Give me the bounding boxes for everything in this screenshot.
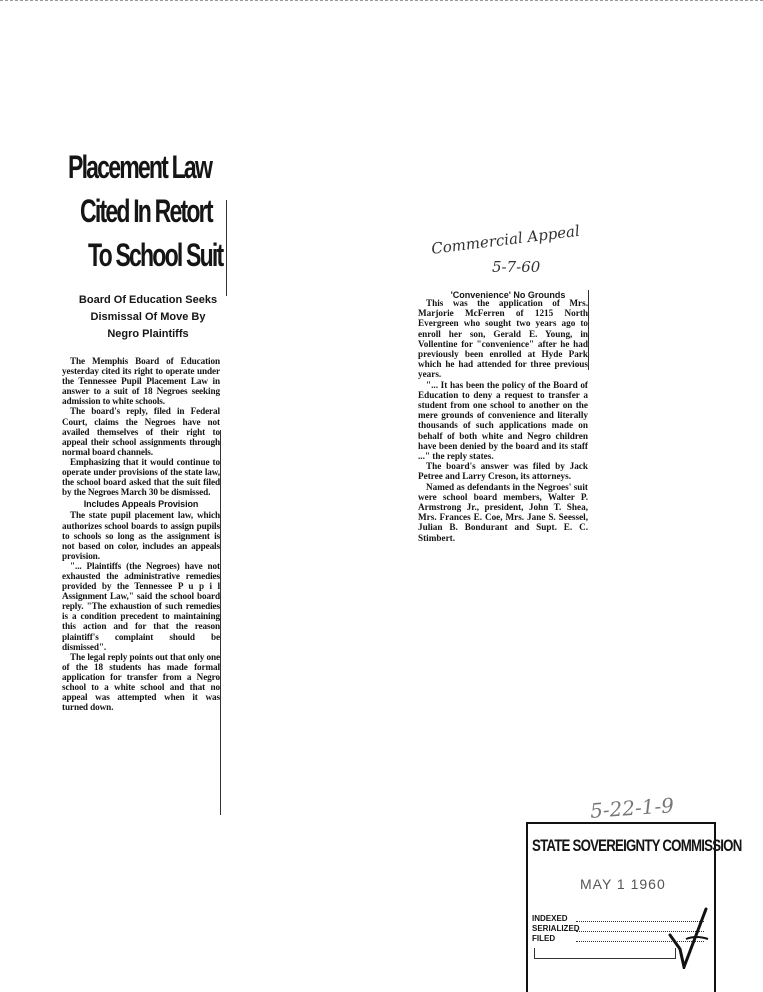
paragraph: The legal reply points out that only one of the 18 students has made formal application for transfer from a Negro school to a white school and that no appeal was attempted when it was turned down. <box>62 651 220 713</box>
column-rule <box>588 290 589 370</box>
headline-line-3: To School Suit <box>88 237 223 273</box>
handwritten-number: 5-22-1-9 <box>589 793 675 823</box>
paragraph: The state pupil placement law, which authorizes school boards to assign pupils to schools so long as the assignment is not based on color, includes an appeals provision. <box>62 510 220 561</box>
stamp-field: FILED <box>532 934 708 944</box>
subhead-line-2: Dismissal Of Move By <box>90 311 206 323</box>
column-rule <box>226 200 227 296</box>
paragraph: "... It has been the policy of the Board of Education to deny a request to transfer a student from one school to another on the mere grounds of convenience and literally thousands of such applications made on behalf of both white and Negro children have been denied by the board and its staff ..." the reply states. <box>418 379 588 462</box>
paragraph: Named as defendants in the Negroes' suit were school board members, Walter P. Armstrong Jr., president, John T. Shea, Mrs. Frances E. Coe, Mrs. Jane S. Seessel, Julian B. Bondurant and Supt. E. C. Stimbert. <box>418 481 588 543</box>
column-rule <box>220 430 221 815</box>
subhead-line-1: Board Of Education Seeks <box>78 294 218 306</box>
page-top-border <box>0 0 763 1</box>
handwritten-date: 5-7-60 <box>492 258 541 276</box>
crosshead: Includes Appeals Provision <box>83 499 199 510</box>
left-article <box>60 140 228 820</box>
check-mark-icon <box>666 905 714 969</box>
stamp-date: MAY 1 1960 <box>580 876 666 892</box>
headline-line-2: Cited In Retort <box>80 193 212 229</box>
headline-line-1: Placement Law <box>68 149 212 185</box>
handwritten-source: Commercial Appeal <box>430 221 581 258</box>
stamp-title: STATE SOVEREIGNTY COMMISSION <box>532 836 742 855</box>
paragraph: The board's reply, filed in Federal Court, claims the Negroes have not availed themselves of their right to appeal their school assignments through normal board channels. <box>62 406 220 457</box>
paragraph: The board's answer was filed by Jack Petree and Larry Creson, its attorneys. <box>418 461 588 482</box>
subhead <box>68 292 228 343</box>
right-article-body <box>418 298 588 543</box>
crosshead: 'Convenience' No Grounds <box>450 290 566 300</box>
right-article <box>414 221 594 638</box>
paragraph: The Memphis Board of Education yesterday cited its right to operate under the Tennessee Pupil Placement Law in answer to a suit of 18 Negroes seeking admission to white schools. <box>62 356 220 407</box>
paragraph: "... Plaintiffs (the Negroes) have not exhausted the administrative remedies provided by the Tennessee P u p i l Assignment Law," said the school board reply. "The exhaustion of such remedies is a condition precedent to maintaining this action and for that the reason plaintiff's complaint should be dismissed". <box>62 560 220 652</box>
paragraph: This was the application of Mrs. Marjorie McFerren of 1215 North Evergreen who sought two years ago to enroll her son, Gerald E. Young, in Vollentine for "convenience" after he had previously been enrolled at Hyde Park which he had attended for three previous years. <box>418 298 588 380</box>
stamp-field-box <box>534 948 676 959</box>
subhead-line-3: Negro Plaintiffs <box>107 328 189 340</box>
left-article-body <box>62 356 220 712</box>
stamp-field: INDEXED <box>532 914 708 924</box>
stamp-field: SERIALIZED <box>532 924 708 934</box>
paragraph: Emphasizing that it would continue to operate under provisions of the state law, the school board asked that the suit filed by the Negroes March 30 be dismissed. <box>62 456 220 498</box>
